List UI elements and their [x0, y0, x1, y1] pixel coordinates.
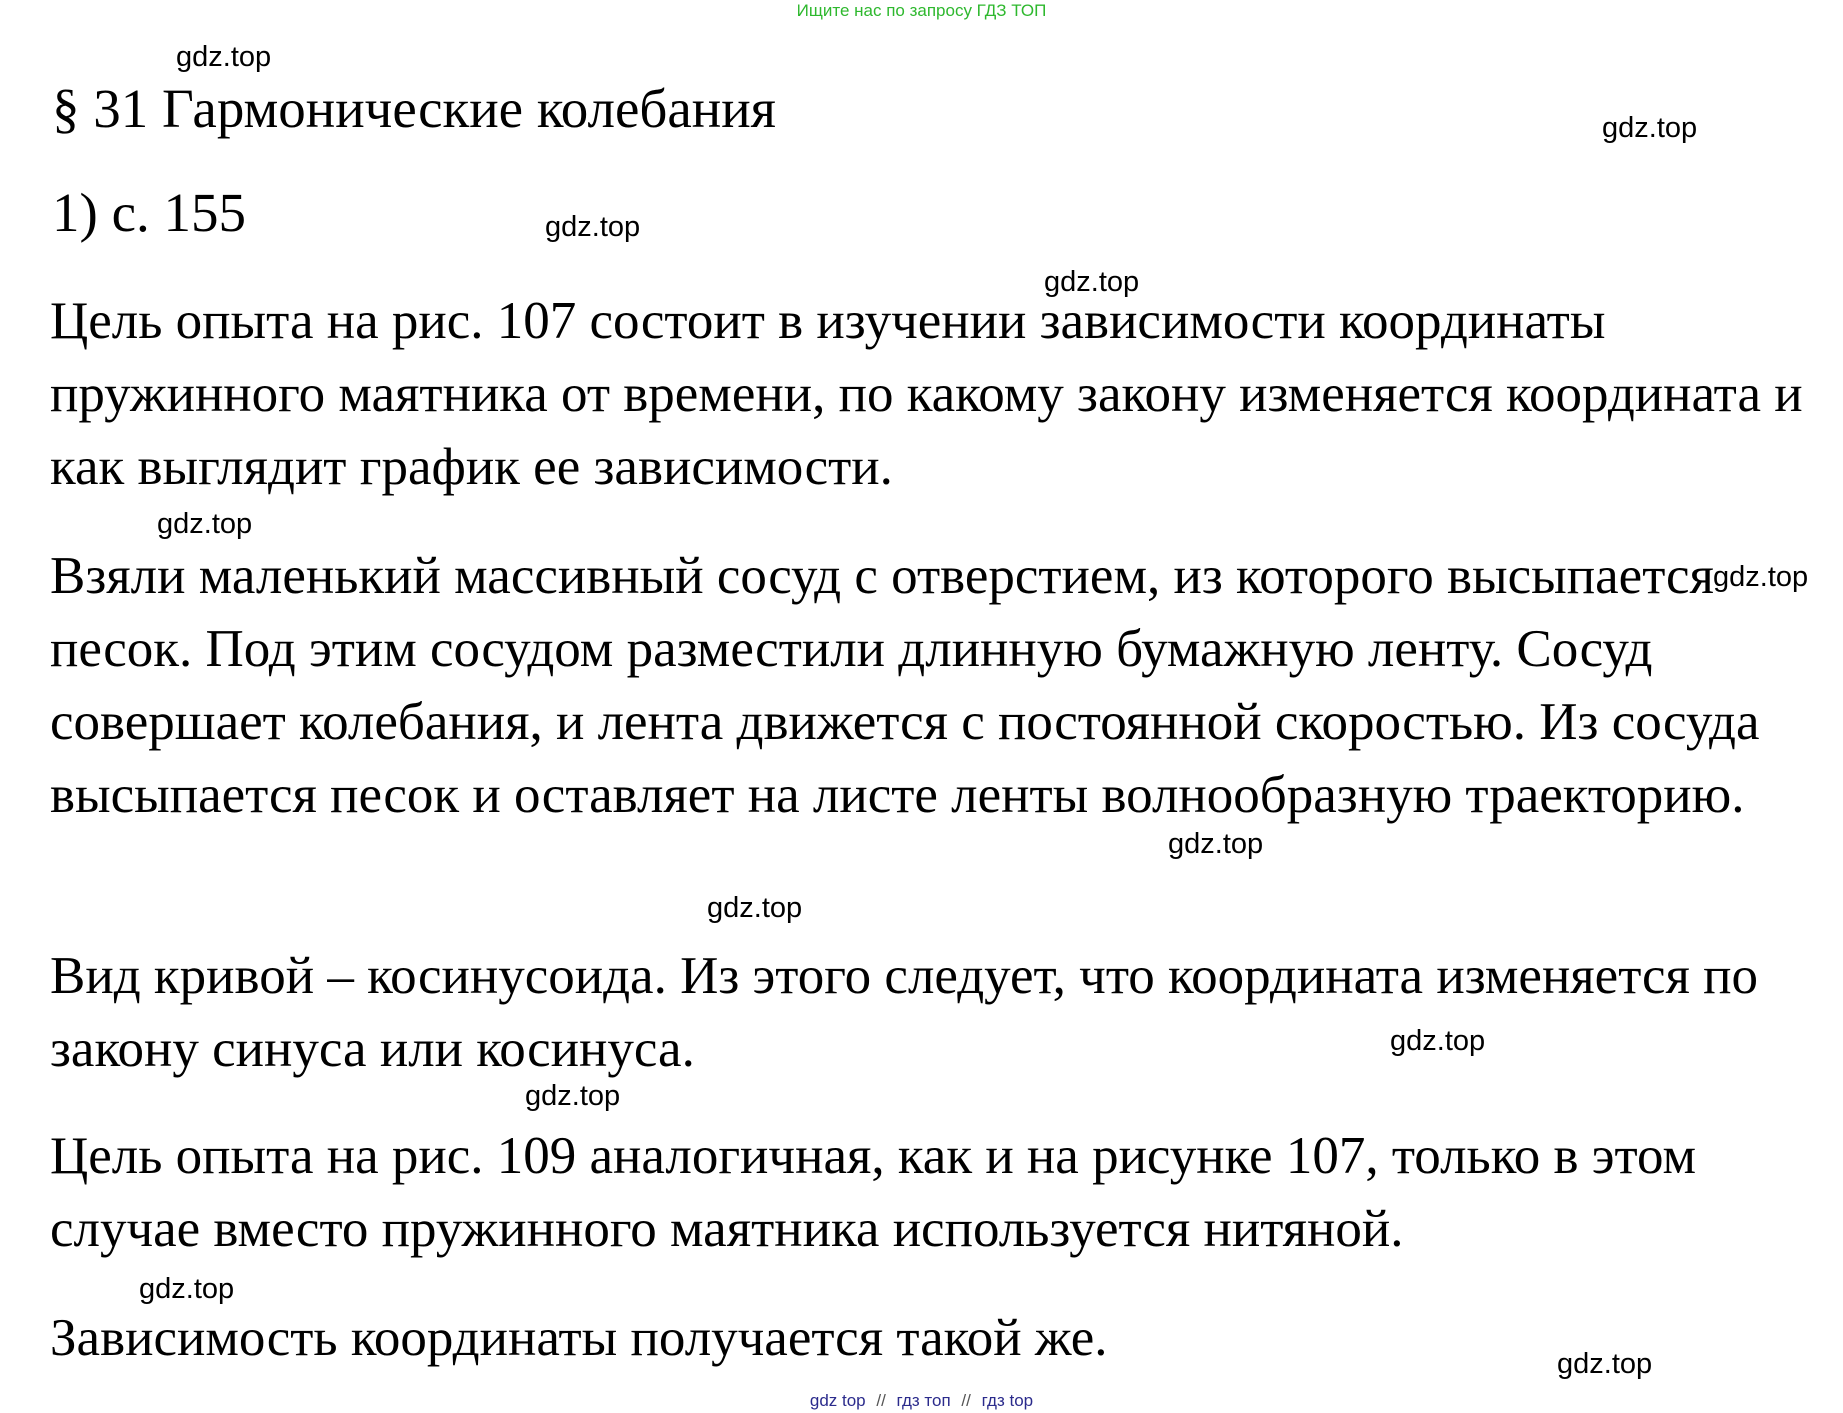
footer-link[interactable]: гдз топ — [896, 1391, 951, 1410]
footer-link[interactable]: gdz top — [809, 1391, 866, 1410]
paragraph-2: Взяли маленький массивный сосуд с отверстием, из которого высыпается песок. Под этим сосудом разместили длинную бумажную ленту. Сосуд совершает колебания, и лента движется с постоянной скоростью. Из сосуда высыпается песок и оставляет на листе ленты волнообразную траекторию. — [50, 547, 1760, 824]
footer-links — [0, 1390, 1843, 1412]
watermark: gdz.top — [707, 892, 803, 924]
watermark: gdz.top — [176, 41, 272, 73]
paragraph-4: Цель опыта на рис. 109 аналогичная, как и на рисунке 107, только в этом случае вместо пружинного маятника используется нитяной. — [50, 1127, 1697, 1258]
watermark: gdz.top — [1390, 1025, 1486, 1057]
watermark: gdz.top — [1168, 828, 1264, 860]
task-reference: 1) с. 155 — [52, 182, 246, 243]
section-title: § 31 Гармонические колебания — [52, 78, 776, 139]
footer-separator: // — [961, 1391, 971, 1410]
paragraph-3: Вид кривой – косинусоида. Из этого следует, что координата изменяется по закону синуса или косинуса. — [50, 947, 1759, 1078]
watermark: gdz.top — [157, 508, 253, 540]
watermark: gdz.top — [1044, 266, 1140, 298]
watermark: gdz.top — [139, 1273, 235, 1305]
footer-link[interactable]: гдз top — [981, 1391, 1034, 1410]
watermark: gdz.top — [525, 1080, 621, 1112]
watermark: gdz.top — [1557, 1348, 1653, 1380]
watermark: gdz.top — [1602, 112, 1698, 144]
footer-separator: // — [876, 1391, 886, 1410]
watermark: gdz.top — [1713, 561, 1809, 593]
top-banner: Ищите нас по запросу ГДЗ ТОП — [796, 1, 1047, 20]
paragraph-1: Цель опыта на рис. 107 состоит в изучении зависимости координаты пружинного маятника от времени, по какому закону изменяется координата и как выглядит график ее зависимости. — [50, 292, 1803, 496]
paragraph-5: Зависимость координаты получается такой же. — [50, 1309, 1108, 1367]
watermark: gdz.top — [545, 211, 641, 243]
